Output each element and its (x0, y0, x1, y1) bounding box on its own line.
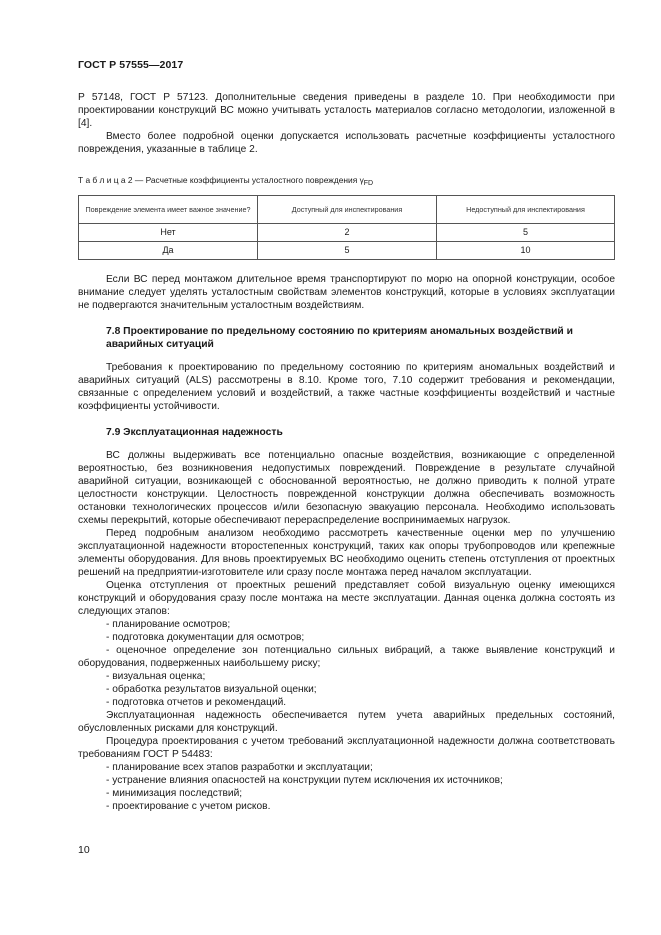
intro-paragraph: Р 57148, ГОСТ Р 57123. Дополнительные сведения приведены в разделе 10. При необходимости при проектировании конструкций ВС можно учитывать усталость материалов согласно методологии, изложенной в [4]. (78, 92, 615, 129)
document-header: ГОСТ Р 57555—2017 (78, 59, 184, 71)
intro-paragraph-2: Вместо более подробной оценки допускается использовать расчетные коэффициенты усталостного повреждения, указанные в таблице 2. (78, 131, 615, 155)
section-7-9-paragraph-1: ВС должны выдерживать все потенциально опасные воздействия, возникающие с определенной вероятностью, без возникновения недопустимых повреждений. Повреждение в результате случайной аварийной ситуации, возникающей с обоснованной вероятностью, не должно приводить к полной утрате целостности конструкции. Целостность поврежденной конструкции должна обеспечивать возможность остановки технологических процессов и/или безопасную эвакуацию персонала. Необходимо использовать схемы перекрытий, которые обеспечивают перераспределение воспринимаемых нагрузок. (78, 450, 615, 526)
section-7-8-paragraph: Требования к проектированию по предельному состоянию по критериям аномальных воздействий и аварийных ситуаций (ALS) рассмотрены в 8.10. Кроме того, 7.10 содержит требования и рекомендации, связанные с определением условий и воздействий, а также частные коэффициенты воздействий и частные коэффициенты устойчивости. (78, 362, 615, 412)
list-item: - оценочное определение зон потенциально сильных вибраций, а также выявление конструкций и оборудования, подверженных наибольшему риску; (78, 645, 615, 669)
section-7-9-paragraph-4: Эксплуатационная надежность обеспечивается путем учета аварийных предельных состояний, обусловленных рисками для конструкций. (78, 710, 615, 734)
table-caption-subscript: FD (363, 180, 374, 187)
table-cell: Да (79, 242, 258, 260)
table-caption-text: Т а б л и ц а 2 — Расчетные коэффициенты усталостного повреждения γ (78, 175, 364, 185)
page-content (78, 91, 615, 813)
table-header-cell: Недоступный для инспектирования (437, 196, 615, 224)
table-cell: Нет (79, 224, 258, 242)
section-7-9-paragraph-2: Перед подробным анализом необходимо рассмотреть качественные оценки мер по улучшению эксплуатационной надежности второстепенных конструкций, таких как опоры трубопроводов или крепежные элементы оборудования. Для вновь проектируемых ВС необходимо оценить степень отступления от проектных решений на предприятии-изготовителе или сразу после монтажа перед началом эксплуатации. (78, 528, 615, 578)
list-item: - обработка результатов визуальной оценки; (106, 684, 317, 695)
inspection-stages-list (78, 618, 615, 709)
section-7-8-heading: 7.8 Проектирование по предельному состоянию по критериям аномальных воздействий и аварийных ситуаций (106, 326, 573, 350)
table-row (79, 224, 615, 242)
list-item: - визуальная оценка; (106, 671, 206, 682)
table-cell: 2 (258, 224, 437, 242)
section-7-9-paragraph-5: Процедура проектирования с учетом требований эксплуатационной надежности должна соответствовать требованиям ГОСТ Р 54483: (78, 736, 615, 760)
list-item: - планирование осмотров; (106, 619, 231, 630)
section-7-9-heading: 7.9 Эксплуатационная надежность (106, 427, 283, 438)
table-cell: 5 (437, 224, 615, 242)
table-caption (78, 175, 615, 189)
section-7-9-paragraph-3: Оценка отступления от проектных решений представляет собой визуальную оценку имеющихся конструкций и оборудования сразу после монтажа на месте эксплуатации. Данная оценка должна состоять из следующих этапов: (78, 580, 615, 617)
table-header-row (79, 196, 615, 224)
list-item: - минимизация последствий; (106, 788, 243, 799)
list-item: - планирование всех этапов разработки и эксплуатации; (106, 762, 373, 773)
page-number: 10 (78, 844, 90, 856)
table-row (79, 242, 615, 260)
table-cell: 5 (258, 242, 437, 260)
design-requirements-list (78, 761, 615, 813)
transport-paragraph: Если ВС перед монтажом длительное время транспортируют по морю на опорной конструкции, особое внимание следует уделять усталостным свойствам элементов конструкций, которые в условиях эксплуатации не подвергаются значительным усталостным воздействиям. (78, 274, 615, 311)
list-item: - устранение влияния опасностей на конструкции путем исключения их источников; (106, 775, 503, 786)
list-item: - подготовка документации для осмотров; (106, 632, 305, 643)
table-header-cell: Повреждение элемента имеет важное значение? (79, 196, 258, 224)
list-item: - подготовка отчетов и рекомендаций. (106, 697, 287, 708)
table-header-cell: Доступный для инспектирования (258, 196, 437, 224)
table-cell: 10 (437, 242, 615, 260)
list-item: - проектирование с учетом рисков. (106, 801, 271, 812)
fatigue-table (78, 195, 615, 260)
